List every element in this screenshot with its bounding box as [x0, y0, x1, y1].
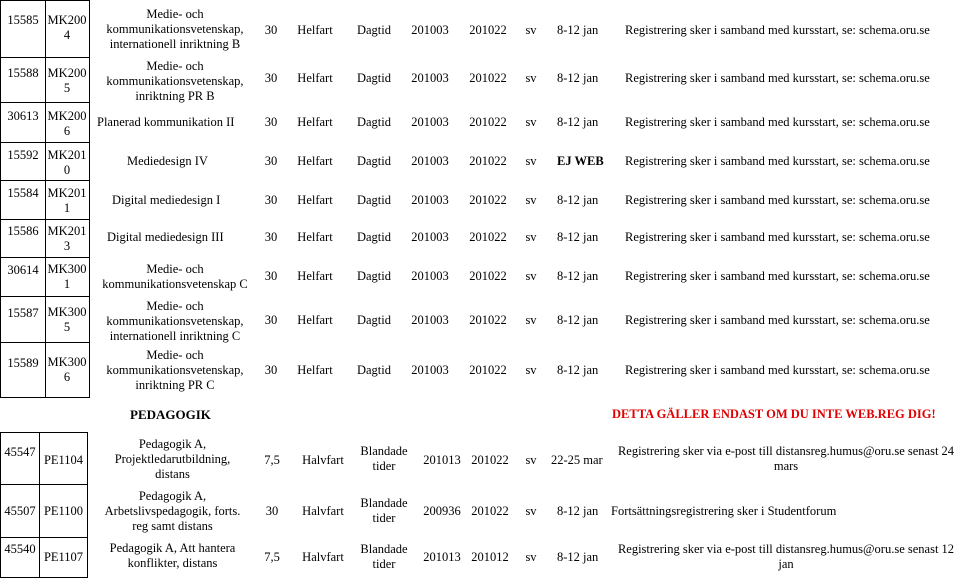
language: sv	[525, 22, 537, 37]
language: sv	[525, 362, 537, 377]
course-id: 30614	[7, 262, 39, 277]
registration-note: Registrering sker i samband med kursstart, se: schema.oru.se	[625, 312, 930, 327]
registration-period: 8-12 jan	[557, 70, 599, 85]
course-id: 30613	[7, 108, 39, 123]
registration-period: 22-25 mar	[551, 452, 603, 467]
registration-period: 8-12 jan	[557, 229, 599, 244]
pace: Helfart	[297, 312, 333, 327]
start-week: 201003	[411, 192, 449, 207]
pace: Halvfart	[302, 503, 344, 518]
end-week: 201022	[469, 22, 507, 37]
time-of-day: Blandade tider	[360, 444, 408, 473]
course-code: PE1104	[43, 452, 84, 467]
pace: Helfart	[297, 229, 333, 244]
credits: 30	[264, 312, 278, 327]
end-week: 201022	[469, 229, 507, 244]
end-week: 201022	[469, 70, 507, 85]
course-code: PE1107	[43, 549, 84, 564]
registration-note: Registrering sker i samband med kursstart, se: schema.oru.se	[625, 268, 930, 283]
top-table-col-divider	[45, 0, 46, 398]
pace: Helfart	[297, 70, 333, 85]
end-week: 201022	[469, 362, 507, 377]
start-week: 201003	[411, 70, 449, 85]
start-week: 201003	[411, 153, 449, 168]
language: sv	[525, 153, 537, 168]
course-id: 15589	[7, 355, 39, 370]
registration-period: 8-12 jan	[557, 268, 599, 283]
row-divider	[0, 342, 90, 343]
credits: 7,5	[264, 549, 280, 564]
top-table-bottom-border	[0, 397, 90, 398]
registration-period: 8-12 jan	[557, 192, 599, 207]
time-of-day: Dagtid	[356, 268, 392, 283]
row-divider	[0, 102, 90, 103]
course-id: 45547	[4, 444, 36, 459]
start-week: 201003	[411, 114, 449, 129]
credits: 30	[264, 362, 278, 377]
course-name: Medie- och kommunikationsvetenskap, inriktning PR B	[106, 58, 244, 103]
course-id: 45540	[4, 541, 36, 556]
time-of-day: Dagtid	[356, 192, 392, 207]
time-of-day: Dagtid	[356, 362, 392, 377]
pace: Halvfart	[302, 549, 344, 564]
registration-note: Fortsättningsregistrering sker i Studentforum	[611, 503, 837, 518]
registration-period: EJ WEB	[557, 153, 604, 168]
language: sv	[525, 192, 537, 207]
credits: 30	[265, 503, 279, 518]
start-week: 201003	[411, 362, 449, 377]
end-week: 201022	[469, 312, 507, 327]
course-id: 15587	[7, 305, 39, 320]
start-week: 201003	[411, 229, 449, 244]
registration-note: Registrering sker i samband med kursstart, se: schema.oru.se	[625, 70, 930, 85]
time-of-day: Dagtid	[356, 114, 392, 129]
pace: Helfart	[297, 22, 333, 37]
start-week: 200936	[423, 503, 461, 518]
time-of-day: Dagtid	[356, 22, 392, 37]
registration-period: 8-12 jan	[557, 503, 599, 518]
language: sv	[525, 114, 537, 129]
course-name: Medie- och kommunikationsvetenskap, internationell inriktning B	[106, 6, 244, 51]
top-table-left-border	[0, 0, 1, 398]
course-name: Pedagogik A, Att hantera konflikter, distans	[109, 541, 236, 570]
registration-period: 8-12 jan	[557, 549, 599, 564]
course-name: Medie- och kommunikationsvetenskap, inriktning PR C	[106, 347, 244, 392]
registration-note: Registrering sker i samband med kursstart, se: schema.oru.se	[625, 362, 930, 377]
row-divider	[0, 57, 90, 58]
registration-period: 8-12 jan	[557, 114, 599, 129]
registration-period: 8-12 jan	[557, 22, 599, 37]
course-code: MK200 5	[47, 66, 87, 95]
row-divider	[0, 296, 90, 297]
end-week: 201022	[471, 452, 509, 467]
top-table-right-border	[89, 0, 90, 398]
course-code: MK201 1	[47, 186, 87, 215]
course-code: MK201 3	[47, 224, 87, 253]
bottom-table-right-border	[87, 432, 88, 578]
language: sv	[525, 229, 537, 244]
row-divider	[0, 537, 88, 538]
course-id: 15586	[7, 223, 39, 238]
credits: 30	[264, 192, 278, 207]
registration-period: 8-12 jan	[557, 312, 599, 327]
credits: 7,5	[264, 452, 280, 467]
credits: 30	[264, 114, 278, 129]
course-id: 15585	[7, 12, 39, 27]
registration-note: Registrering sker i samband med kursstart, se: schema.oru.se	[625, 153, 930, 168]
section-warning: DETTA GÄLLER ENDAST OM DU INTE WEB.REG DIG!	[612, 406, 936, 421]
course-id: 15592	[7, 147, 39, 162]
course-name: Digital mediedesign I	[112, 192, 221, 207]
course-name: Medie- och kommunikationsvetenskap C	[102, 262, 248, 291]
start-week: 201003	[411, 22, 449, 37]
start-week: 201013	[423, 549, 461, 564]
credits: 30	[264, 153, 278, 168]
time-of-day: Blandade tider	[360, 496, 408, 525]
registration-note: Registrering sker i samband med kursstart, se: schema.oru.se	[625, 229, 930, 244]
credits: 30	[264, 22, 278, 37]
course-name: Mediedesign IV	[127, 153, 208, 168]
course-code: MK300 6	[47, 355, 87, 384]
end-week: 201022	[471, 503, 509, 518]
start-week: 201003	[411, 312, 449, 327]
course-id: 45507	[4, 503, 36, 518]
pace: Helfart	[297, 192, 333, 207]
pace: Helfart	[297, 114, 333, 129]
registration-note: Registrering sker via e-post till distansreg.humus@oru.se senast 24 mars	[617, 444, 955, 473]
registration-note: Registrering sker i samband med kursstart, se: schema.oru.se	[625, 114, 930, 129]
credits: 30	[264, 70, 278, 85]
registration-note: Registrering sker via e-post till distansreg.humus@oru.se senast 12 jan	[617, 542, 955, 571]
time-of-day: Dagtid	[356, 153, 392, 168]
course-name: Pedagogik A, Projektledarutbildning, distans	[114, 436, 231, 481]
end-week: 201012	[471, 549, 509, 564]
time-of-day: Dagtid	[356, 229, 392, 244]
end-week: 201022	[469, 268, 507, 283]
start-week: 201013	[423, 452, 461, 467]
time-of-day: Dagtid	[356, 70, 392, 85]
row-divider	[0, 484, 88, 485]
language: sv	[525, 549, 537, 564]
registration-period: 8-12 jan	[557, 362, 599, 377]
end-week: 201022	[469, 192, 507, 207]
language: sv	[525, 312, 537, 327]
top-table-top-border	[0, 0, 90, 1]
course-code: MK300 5	[47, 305, 87, 334]
course-name: Digital mediedesign III	[107, 229, 224, 244]
credits: 30	[264, 268, 278, 283]
course-name: Medie- och kommunikationsvetenskap, internationell inriktning C	[106, 298, 244, 343]
credits: 30	[264, 229, 278, 244]
pace: Helfart	[297, 153, 333, 168]
end-week: 201022	[469, 153, 507, 168]
section-title: PEDAGOGIK	[130, 406, 211, 422]
bottom-table-top-border	[0, 432, 88, 433]
language: sv	[525, 268, 537, 283]
start-week: 201003	[411, 268, 449, 283]
pace: Halvfart	[302, 452, 344, 467]
course-name: Pedagogik A, Arbetslivspedagogik, forts. reg samt distans	[104, 488, 241, 533]
course-code: MK201 0	[47, 148, 87, 177]
course-id: 15584	[7, 185, 39, 200]
language: sv	[525, 452, 537, 467]
course-code: MK200 4	[47, 13, 87, 42]
registration-note: Registrering sker i samband med kursstart, se: schema.oru.se	[625, 22, 930, 37]
course-id: 15588	[7, 65, 39, 80]
language: sv	[525, 503, 537, 518]
language: sv	[525, 70, 537, 85]
course-code: MK300 1	[47, 262, 87, 291]
pace: Helfart	[297, 268, 333, 283]
pace: Helfart	[297, 362, 333, 377]
course-name: Planerad kommunikation II	[97, 114, 235, 129]
course-code: MK200 6	[47, 109, 87, 138]
time-of-day: Blandade tider	[360, 542, 408, 571]
registration-note: Registrering sker i samband med kursstart, se: schema.oru.se	[625, 192, 930, 207]
time-of-day: Dagtid	[356, 312, 392, 327]
course-code: PE1100	[43, 503, 84, 518]
end-week: 201022	[469, 114, 507, 129]
